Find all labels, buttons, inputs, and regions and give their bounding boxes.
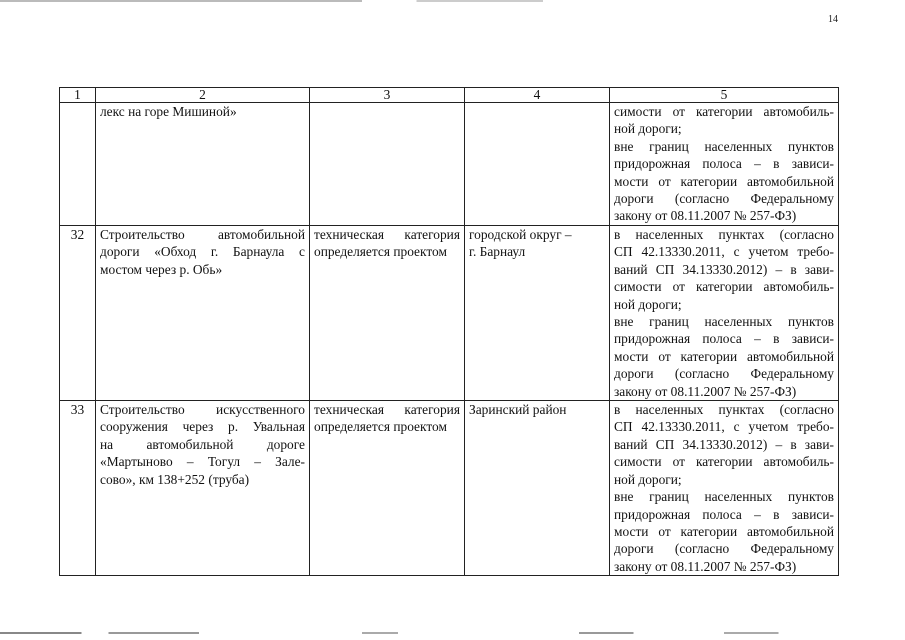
text-line: г. Барнаул [469, 244, 526, 260]
text-line: определяется проектом [314, 419, 447, 435]
text-line: дороги (согласно Федеральному [614, 366, 834, 382]
object-name-cell [96, 226, 310, 401]
text-line: закону от 08.11.2007 № 257-ФЗ) [614, 208, 797, 224]
text-line: вне границ населенных пунктов [614, 138, 834, 154]
text-line: ной дороги; [614, 296, 682, 312]
page-number: 14 [828, 14, 838, 25]
text-line: Строительство автомобильной [100, 227, 305, 242]
text-line: ной дороги; [614, 471, 682, 487]
text-line: Заринский район [469, 402, 567, 418]
characteristics-cell [310, 401, 465, 576]
text-line: закону от 08.11.2007 № 257-ФЗ) [614, 558, 797, 574]
text-line: СП 42.13330.2011, с учетом требо- [614, 244, 834, 260]
text-line: техническая категория [314, 227, 460, 242]
text-line: вне границ населенных пунктов [614, 489, 834, 505]
scan-edge-bottom [0, 632, 905, 634]
header-cell-1: 1 [60, 88, 96, 103]
text-line: дороги «Обход г. Барнаула с [100, 244, 305, 260]
zone-description-cell [610, 103, 839, 226]
text-line: городской округ – [469, 227, 572, 242]
table-row [60, 401, 839, 576]
characteristics-cell [310, 103, 465, 226]
header-cell-5: 5 [610, 88, 839, 103]
text-line: симости от категории автомобиль- [614, 104, 834, 119]
text-line: мости от категории автомобильной [614, 523, 834, 539]
table-header-row [60, 88, 839, 103]
text-line: придорожная полоса – в зависи- [614, 506, 834, 522]
text-line: закону от 08.11.2007 № 257-ФЗ) [614, 383, 797, 399]
location-cell [465, 226, 610, 401]
text-line: техническая категория [314, 402, 460, 418]
text-line: мостом через р. Обь» [100, 261, 223, 277]
text-line: в населенных пунктах (согласно [614, 402, 834, 418]
scan-edge-top [0, 0, 905, 2]
text-line: ваний СП 34.13330.2012) – в зави- [614, 436, 834, 452]
header-cell-2: 2 [96, 88, 310, 103]
text-line: симости от категории автомобиль- [614, 454, 834, 470]
header-cell-4: 4 [465, 88, 610, 103]
text-line: сооружения через р. Увальная [100, 419, 305, 435]
text-line: ваний СП 34.13330.2012) – в зави- [614, 261, 834, 277]
table-row [60, 226, 839, 401]
text-line: мости от категории автомобильной [614, 173, 834, 189]
text-line: вне границ населенных пунктов [614, 314, 834, 330]
zone-description-cell [610, 226, 839, 401]
object-name-cell [96, 103, 310, 226]
text-line: лекс на горе Мишиной» [100, 104, 237, 119]
characteristics-cell [310, 226, 465, 401]
text-line: дороги (согласно Федеральному [614, 541, 834, 557]
table-row [60, 103, 839, 226]
text-line: сово», км 138+252 (труба) [100, 471, 250, 487]
text-line: мости от категории автомобильной [614, 348, 834, 364]
text-line: «Мартыново – Тогул – Зале- [100, 454, 305, 470]
object-name-cell [96, 401, 310, 576]
text-line: Строительство искусственного [100, 402, 305, 418]
location-cell [465, 401, 610, 576]
text-line: дороги (согласно Федеральному [614, 191, 834, 207]
text-line: в населенных пунктах (согласно [614, 227, 834, 242]
text-line: СП 42.13330.2011, с учетом требо- [614, 419, 834, 435]
header-cell-3: 3 [310, 88, 465, 103]
document-table [59, 87, 839, 576]
row-number: 33 [60, 401, 96, 576]
text-line: определяется проектом [314, 244, 447, 260]
text-line: ной дороги; [614, 121, 682, 137]
text-line: симости от категории автомобиль- [614, 279, 834, 295]
text-line: придорожная полоса – в зависи- [614, 156, 834, 172]
row-number [60, 103, 96, 226]
text-line: на автомобильной дороге [100, 436, 305, 452]
row-number: 32 [60, 226, 96, 401]
zone-description-cell [610, 401, 839, 576]
text-line: придорожная полоса – в зависи- [614, 331, 834, 347]
location-cell [465, 103, 610, 226]
